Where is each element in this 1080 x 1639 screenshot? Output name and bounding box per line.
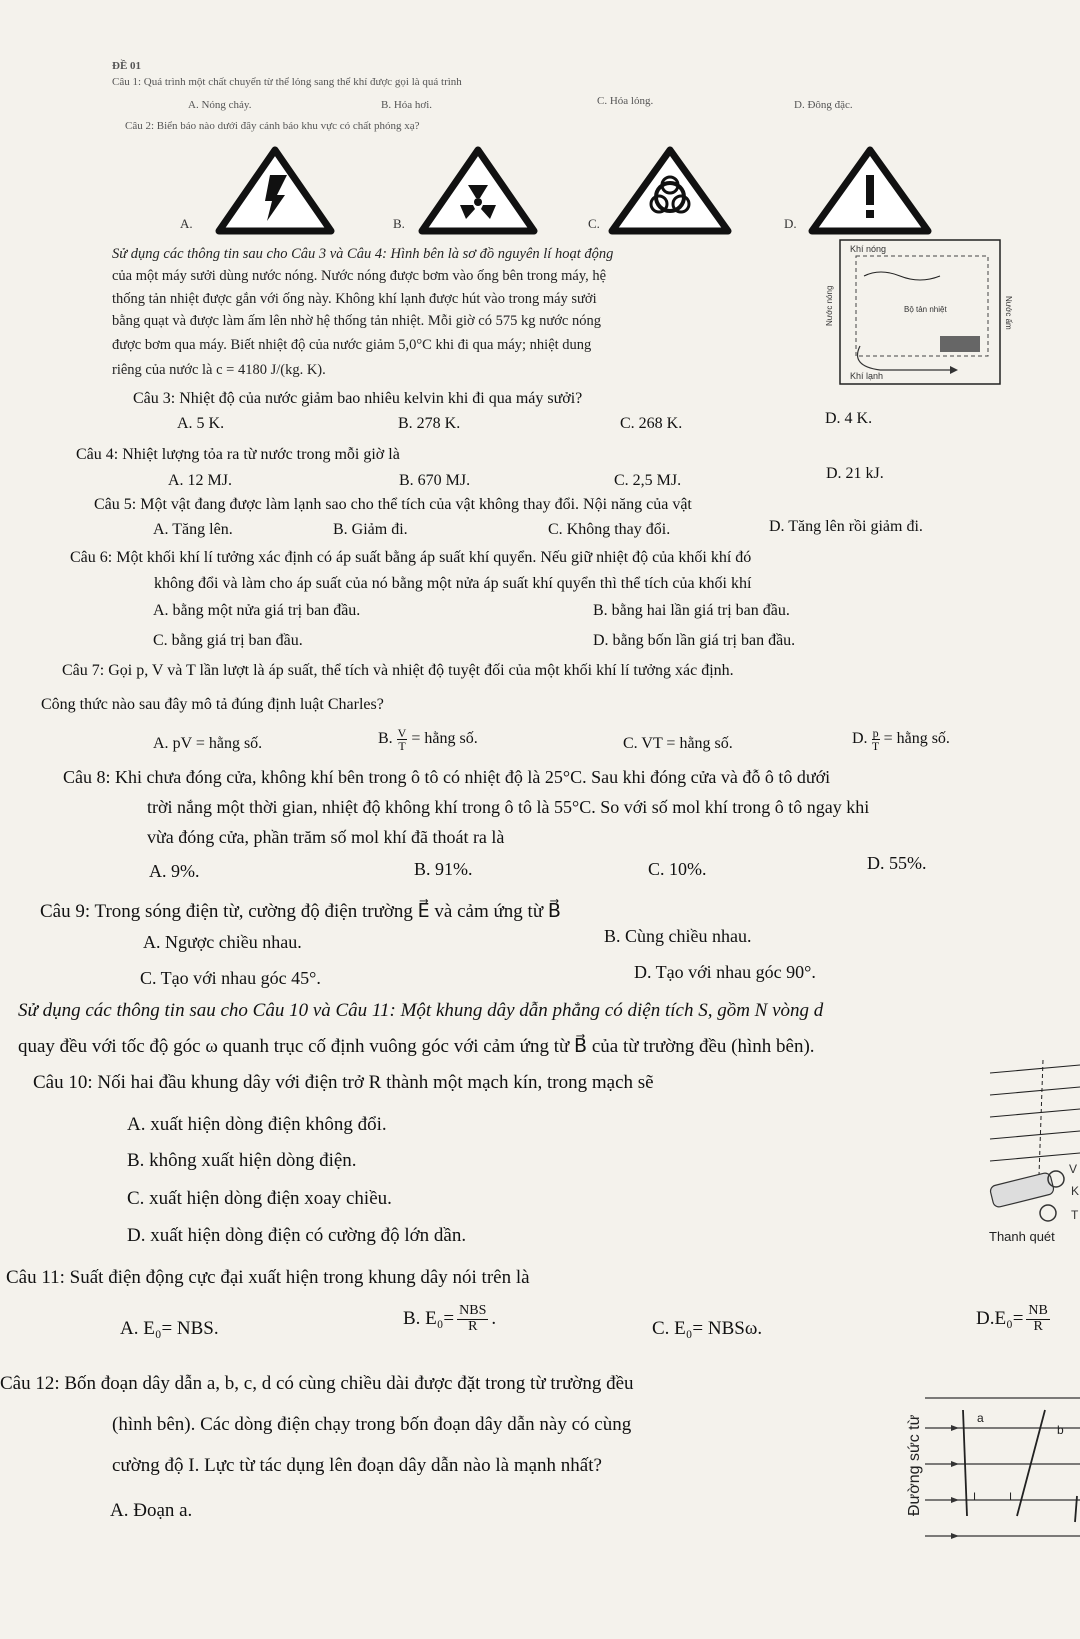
- q12-stem-line2: (hình bên). Các dòng điện chạy trong bốn đoạn dây dẫn này có cùng: [112, 1414, 632, 1435]
- q7-stem-line2: Công thức nào sau đây mô tả đúng định luật Charles?: [41, 696, 384, 713]
- q11-option-b: B. E₀= NBS R .: [403, 1303, 497, 1334]
- q2-stem: Câu 2: Biển báo nào dưới đây cảnh báo khu vực có chất phóng xạ?: [125, 120, 420, 132]
- q5-stem: Câu 5: Một vật đang được làm lạnh sao cho thể tích của vật không thay đổi. Nội năng của vật: [94, 496, 692, 513]
- q8-stem-line3: vừa đóng cửa, phần trăm số mol khí đã thoát ra là: [147, 827, 505, 847]
- q3-option-a: A. 5 K.: [177, 415, 225, 432]
- q7-stem-line1: Câu 7: Gọi p, V và T lần lượt là áp suất, thể tích và nhiệt độ tuyệt đối của một khối khí lí tưởng xác định.: [62, 662, 734, 679]
- generator-coil-diagram: [985, 1055, 1080, 1245]
- q10-option-a: A. xuất hiện dòng điện không đổi.: [127, 1114, 387, 1135]
- q2-option-c: C.: [588, 216, 600, 231]
- q11-option-a: A. E₀= NBS.: [120, 1318, 219, 1339]
- q1-option-c: C. Hóa lỏng.: [597, 95, 654, 107]
- heater-diagram: [820, 236, 1013, 396]
- q3-option-d: D. 4 K.: [825, 410, 873, 427]
- q1-option-b: B. Hóa hơi.: [381, 99, 433, 111]
- intro1011-line1: Sử dụng các thông tin sau cho Câu 10 và Câu 11: Một khung dây dẫn phẳng có diện tích S, gồm N vòng d: [18, 1000, 824, 1021]
- wire-label-a: a: [977, 1411, 984, 1425]
- field-lines-label: Đường sức từ: [906, 1414, 923, 1516]
- cold-air-label: Khí lạnh: [850, 371, 884, 381]
- warm-water-label: Nước ấm: [1004, 296, 1013, 330]
- q11-option-d: D.E₀= $\frac{NB}{R}$: [976, 1303, 1048, 1334]
- intro34-line3: thống tản nhiệt được gắn với ống này. Không khí lạnh được hút vào trong máy sưởi: [112, 291, 597, 307]
- q8-option-c: C. 10%.: [648, 859, 707, 879]
- q4-option-d: D. 21 kJ.: [826, 465, 884, 482]
- q3-stem: Câu 3: Nhiệt độ của nước giảm bao nhiêu kelvin khi đi qua máy sưởi?: [133, 390, 583, 407]
- high-voltage-sign-icon: [215, 145, 335, 235]
- q6-option-c: C. bằng giá trị ban đầu.: [153, 632, 303, 649]
- q4-option-a: A. 12 MJ.: [168, 472, 233, 489]
- q4-stem: Câu 4: Nhiệt lượng tỏa ra từ nước trong mỗi giờ là: [76, 446, 400, 463]
- wire-label-b: b: [1057, 1423, 1064, 1437]
- intro1011-line2: quay đều với tốc độ góc ω quanh trục cố định vuông góc với cảm ứng từ B⃗ của từ trường đều (hình bên).: [18, 1036, 815, 1057]
- q7-option-d: D. $\frac{p}{T}$ = hằng số.: [852, 726, 950, 753]
- q9-option-b: B. Cùng chiều nhau.: [604, 926, 752, 946]
- q9-stem: Câu 9: Trong sóng điện từ, cường độ điện trường E⃗ và cảm ứng từ B⃗: [40, 901, 561, 922]
- q7-option-c: C. VT = hằng số.: [623, 735, 733, 752]
- q1-option-a: A. Nóng chảy.: [188, 99, 252, 111]
- biohazard-sign-icon: [608, 145, 733, 235]
- q3-option-b: B. 278 K.: [398, 415, 461, 432]
- q9-option-c: C. Tạo với nhau góc 45°.: [140, 968, 321, 988]
- radiation-sign-icon: [418, 145, 538, 235]
- q5-option-d: D. Tăng lên rồi giảm đi.: [769, 518, 923, 535]
- q12-stem-line3: cường độ I. Lực từ tác dụng lên đoạn dây dẫn nào là mạnh nhất?: [112, 1455, 602, 1476]
- intro34-line5: được bơm qua máy. Biết nhiệt độ của nước giảm 5,0°C khi đi qua máy; nhiệt dung: [112, 337, 592, 353]
- current-label-1: I: [973, 1491, 977, 1503]
- hot-water-label: Nước nóng: [825, 285, 834, 326]
- q2-option-d: D.: [784, 216, 797, 231]
- q6-option-b: B. bằng hai lần giá trị ban đầu.: [593, 602, 790, 619]
- q7-option-b: B. $\frac{V}{T}$ = hằng số.: [378, 726, 478, 753]
- q10-option-b: B. không xuất hiện dòng điện.: [127, 1150, 357, 1171]
- intro34-line2: của một máy sưởi dùng nước nóng. Nước nóng được bơm vào ống bên trong máy, hệ: [112, 268, 607, 284]
- q4-option-c: C. 2,5 MJ.: [614, 472, 682, 489]
- q10-option-d: D. xuất hiện dòng điện có cường độ lớn dần.: [127, 1225, 467, 1246]
- q7-option-a: A. pV = hằng số.: [153, 735, 263, 752]
- q10-stem: Câu 10: Nối hai đầu khung dây với điện trở R thành một mạch kín, trong mạch sẽ: [33, 1072, 654, 1093]
- q8-stem-line2: trời nắng một thời gian, nhiệt độ không khí trong ô tô là 55°C. So với số mol khí trong ô tô ngay khi: [147, 797, 870, 817]
- q9-option-a: A. Ngược chiều nhau.: [143, 932, 302, 952]
- q8-option-d: D. 55%.: [867, 853, 927, 873]
- generator-label-k: K: [1071, 1184, 1080, 1198]
- q12-option-a: A. Đoạn a.: [110, 1500, 193, 1521]
- q11-option-c: C. E₀= NBSω.: [652, 1318, 763, 1339]
- q2-option-b: B.: [393, 216, 405, 231]
- current-label-2: I: [1009, 1491, 1013, 1503]
- q4-option-b: B. 670 MJ.: [399, 472, 471, 489]
- q1-option-d: D. Đông đặc.: [794, 99, 853, 111]
- q10-option-c: C. xuất hiện dòng điện xoay chiều.: [127, 1188, 392, 1209]
- q3-option-c: C. 268 K.: [620, 415, 683, 432]
- q9-option-d: D. Tạo với nhau góc 90°.: [634, 962, 816, 982]
- generator-label-v: V: [1069, 1162, 1078, 1176]
- radiator-label: Bộ tản nhiệt: [904, 305, 947, 314]
- wire-segments-diagram: [905, 1390, 1080, 1550]
- hot-air-label: Khí nóng: [850, 244, 887, 254]
- q6-stem-line2: không đổi và làm cho áp suất của nó bằng một nửa áp suất khí quyển thì thể tích của khối khí: [154, 575, 752, 592]
- q5-option-a: A. Tăng lên.: [153, 521, 233, 538]
- intro34-line4: bằng quạt và được làm ấm lên nhờ hệ thống tản nhiệt. Mỗi giờ có 575 kg nước nóng: [112, 313, 601, 329]
- generator-label-t: T: [1071, 1208, 1079, 1222]
- thanh-quet-label: Thanh quét: [989, 1229, 1055, 1244]
- q2-option-a: A.: [180, 216, 193, 231]
- q5-option-c: C. Không thay đổi.: [548, 521, 671, 538]
- q1-stem: Câu 1: Quá trình một chất chuyển từ thể lỏng sang thể khí được gọi là quá trình: [112, 76, 462, 88]
- intro34-line1: Sử dụng các thông tin sau cho Câu 3 và Câu 4: Hình bên là sơ đồ nguyên lí hoạt động: [112, 246, 614, 262]
- general-warning-sign-icon: [808, 145, 933, 235]
- intro34-line6: riêng của nước là c = 4180 J/(kg. K).: [112, 362, 326, 378]
- q12-stem-line1: Câu 12: Bốn đoạn dây dẫn a, b, c, d có cùng chiều dài được đặt trong từ trường đều: [0, 1373, 634, 1394]
- exam-code: ĐỀ 01: [112, 60, 142, 72]
- q8-option-b: B. 91%.: [414, 859, 473, 879]
- q6-option-d: D. bằng bốn lần giá trị ban đầu.: [593, 632, 796, 649]
- q8-option-a: A. 9%.: [149, 861, 200, 881]
- q8-stem-line1: Câu 8: Khi chưa đóng cửa, không khí bên trong ô tô có nhiệt độ là 25°C. Sau khi đóng cửa và đỗ ô tô dưới: [63, 767, 831, 787]
- q6-stem-line1: Câu 6: Một khối khí lí tưởng xác định có áp suất bằng áp suất khí quyển. Nếu giữ nhiệt độ của khối khí đó: [70, 549, 752, 566]
- q11-stem: Câu 11: Suất điện động cực đại xuất hiện trong khung dây nói trên là: [6, 1267, 530, 1288]
- q6-option-a: A. bằng một nửa giá trị ban đầu.: [153, 602, 361, 619]
- q5-option-b: B. Giảm đi.: [333, 521, 408, 538]
